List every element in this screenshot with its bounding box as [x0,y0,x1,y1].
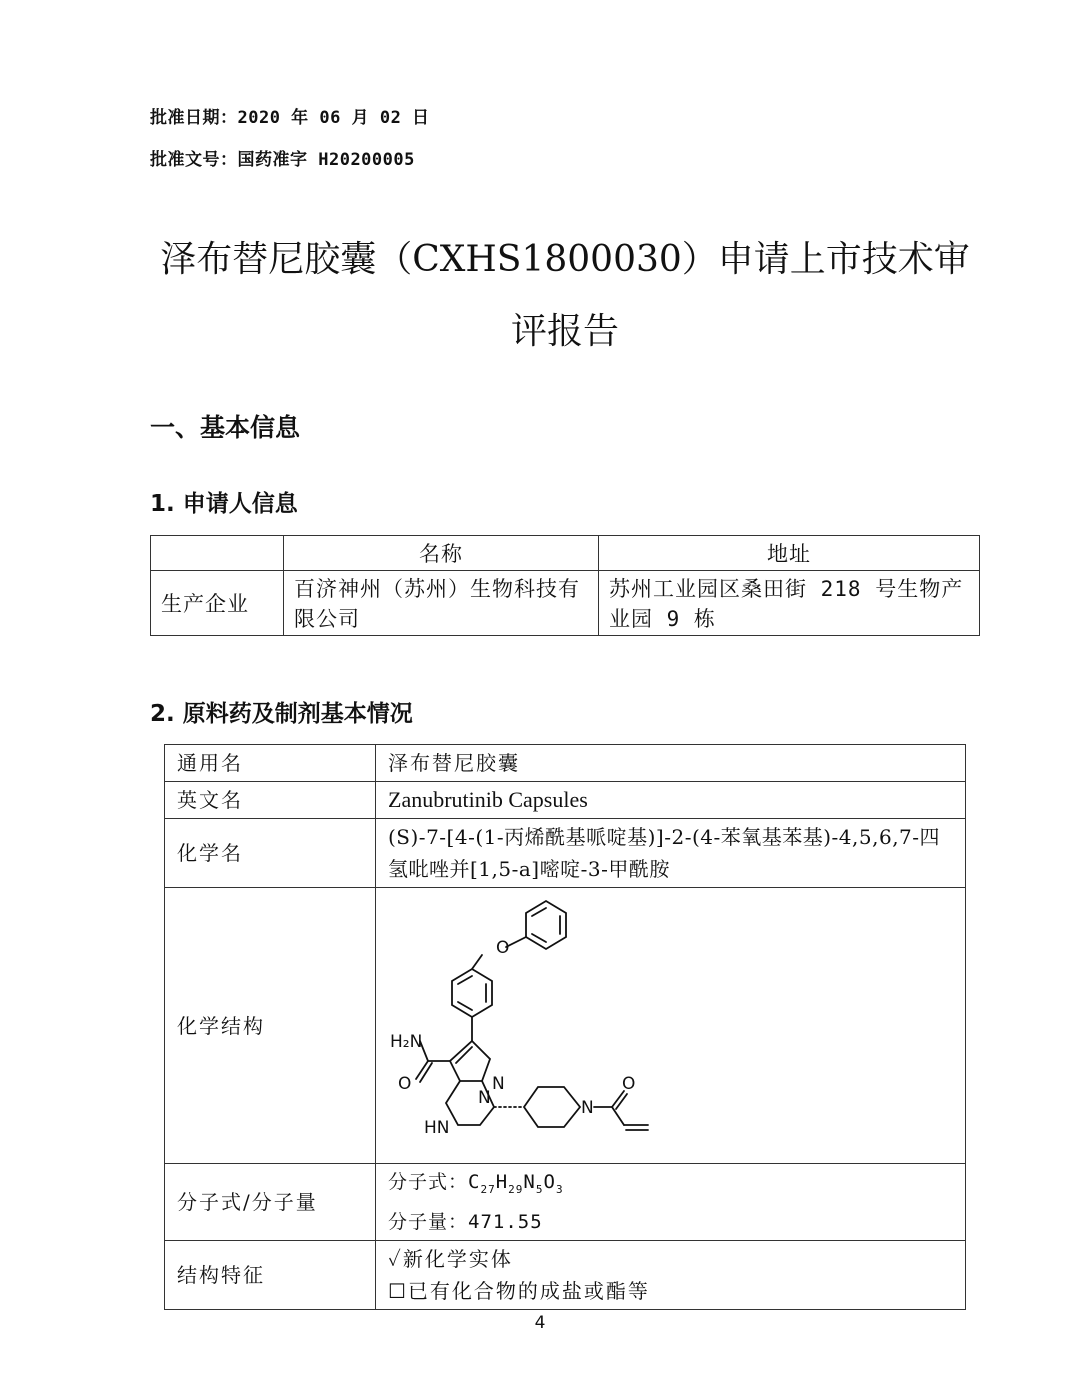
molecular-formula [388,1166,953,1206]
common-name-value: 泽布替尼胶囊 [376,745,966,782]
formula-label: 分子式/分子量 [165,1164,376,1241]
drug-info-table [164,744,966,1310]
formula-cell [376,1164,966,1241]
atom-n1: N [492,1073,505,1094]
feature-salt-ester: ☐已有化合物的成盐或酯等 [388,1278,650,1303]
formula-c-count: 27 [480,1182,496,1196]
report-title-line1: 泽布替尼胶囊（CXHS1800030）申请上市技术审 [160,239,970,280]
common-name-label: 通用名 [165,745,376,782]
pyrazole-ring [450,1041,490,1081]
feature-label: 结构特征 [165,1240,376,1309]
applicant-table [150,535,980,636]
chemical-name-value: (S)-7-[4-(1-丙烯酰基哌啶基)]-2-(4-苯氧基苯基)-4,5,6,7-四氢吡唑并[1,5-a]嘧啶-3-甲酰胺 [376,819,966,888]
approval-number: 批准文号：国药准字 H20200005 [150,150,415,170]
atom-o-amide: O [398,1073,412,1094]
report-title-line2: 评报告 [510,311,619,352]
piperidine-ring [524,1087,580,1127]
formula-c: C [468,1171,481,1193]
approval-date: 批准日期：2020 年 06 月 02 日 [150,108,430,128]
applicant-company-name: 百济神州（苏州）生物科技有限公司 [284,571,599,636]
feature-cell [376,1240,966,1309]
applicant-header-address: 地址 [599,536,980,571]
chemical-structure-diagram [376,889,964,1163]
atom-h2n: H₂N [390,1031,423,1052]
formula-h: H [495,1171,509,1193]
page-number: 4 [534,1313,546,1333]
structure-label: 化学结构 [165,888,376,1164]
atom-hn: HN [424,1117,450,1138]
applicant-header-name: 名称 [284,536,599,571]
formula-o-count: 3 [555,1182,564,1196]
formula-h-count: 29 [508,1182,524,1196]
atom-o-ether: O [496,937,510,958]
formula-prefix: 分子式： [388,1171,469,1193]
atom-o-acryl: O [622,1073,636,1094]
formula-o: O [543,1171,556,1193]
applicant-row-label: 生产企业 [151,571,284,636]
english-name-label: 英文名 [165,782,376,819]
formula-n: N [523,1171,536,1193]
applicant-header-empty [151,536,284,571]
section-heading-basic-info: 一、基本信息 [150,413,301,442]
formula-n-count: 5 [535,1182,544,1196]
atom-n2: N [478,1087,491,1108]
subheading-drug-info: 2. 原料药及制剂基本情况 [150,701,413,727]
subheading-applicant-info: 1. 申请人信息 [150,491,298,517]
feature-new-entity: ✓新化学实体 [388,1246,513,1271]
english-name-value: Zanubrutinib Capsules [376,782,966,819]
chemical-name-label: 化学名 [165,819,376,888]
structure-cell [376,888,966,1164]
molecular-weight: 分子量：471.55 [388,1210,543,1233]
atom-n-piperidine: N [581,1097,594,1118]
applicant-company-address: 苏州工业园区桑田街 218 号生物产业园 9 栋 [599,571,980,636]
